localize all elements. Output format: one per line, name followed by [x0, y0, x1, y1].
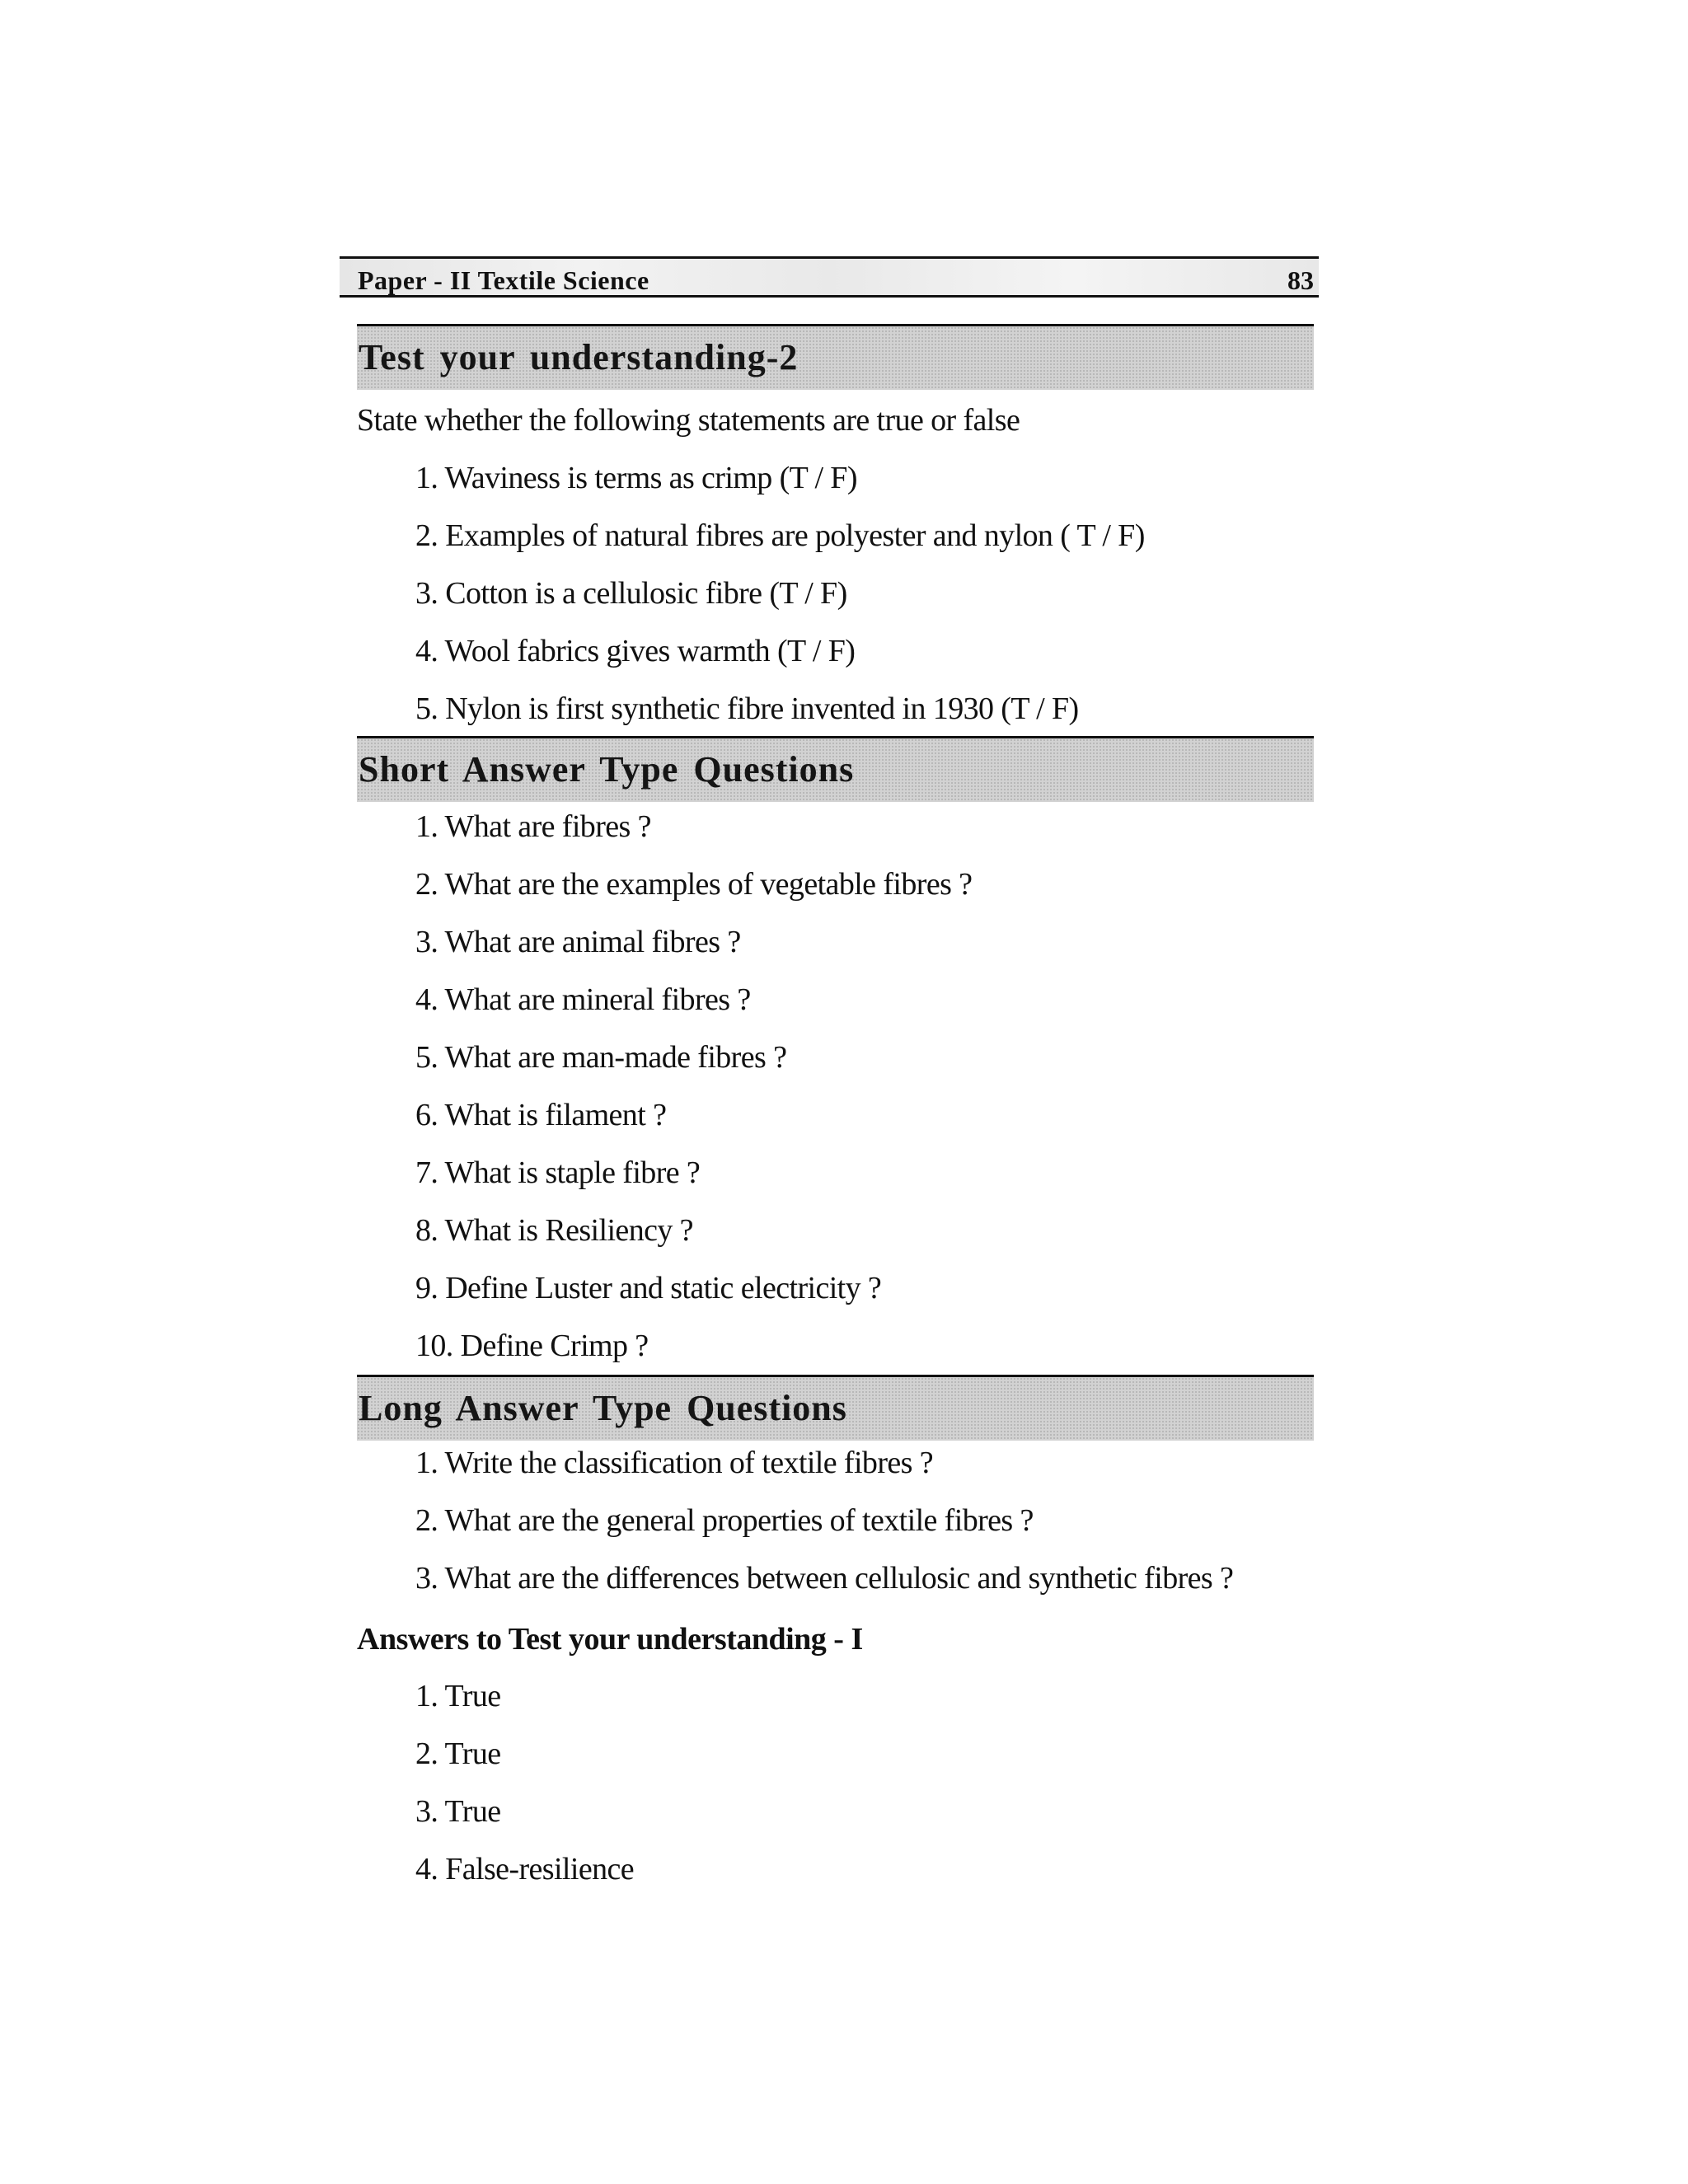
list-item: 4. What are mineral fibres ?: [415, 982, 751, 1017]
list-item: 10. Define Crimp ?: [415, 1329, 649, 1363]
section-title: Short Answer Type Questions: [359, 749, 855, 790]
list-item: 2. True: [415, 1736, 501, 1771]
list-item: 4. False-resilience: [415, 1852, 635, 1886]
header-title: Paper - II Textile Science: [358, 265, 649, 295]
list-item: 7. What is staple fibre ?: [415, 1155, 701, 1190]
list-item: 6. What is filament ?: [415, 1098, 667, 1132]
list-item: 4. Wool fabrics gives warmth (T / F): [415, 634, 856, 668]
list-item: 3. What are the differences between cellulosic and synthetic fibres ?: [415, 1561, 1234, 1596]
list-item: 2. Examples of natural fibres are polyester and nylon ( T / F): [415, 518, 1145, 553]
page-header: [340, 256, 1319, 298]
list-item: 3. Cotton is a cellulosic fibre (T / F): [415, 576, 847, 611]
list-item: 1. What are fibres ?: [415, 809, 651, 844]
list-item: 5. What are man-made fibres ?: [415, 1040, 787, 1075]
list-item: 1. True: [415, 1679, 501, 1713]
list-item: 8. What is Resiliency ?: [415, 1213, 693, 1248]
list-item: 5. Nylon is first synthetic fibre invented in 1930 (T / F): [415, 691, 1079, 726]
page-number: 83: [1287, 265, 1314, 295]
section-heading-short-answer: [357, 736, 1314, 802]
list-item: 3. True: [415, 1794, 501, 1829]
list-item: 1. Waviness is terms as crimp (T / F): [415, 461, 857, 495]
answers-heading: Answers to Test your understanding - I: [357, 1622, 863, 1657]
section-heading-long-answer: [357, 1375, 1314, 1441]
list-item: 3. What are animal fibres ?: [415, 925, 741, 959]
list-item: 2. What are the general properties of textile fibres ?: [415, 1503, 1034, 1538]
section-title: Long Answer Type Questions: [359, 1388, 847, 1428]
section-heading-test-your-understanding: [357, 324, 1314, 390]
section-intro: State whether the following statements are true or false: [357, 403, 1020, 438]
list-item: 9. Define Luster and static electricity ?: [415, 1271, 882, 1305]
list-item: 1. Write the classification of textile fibres ?: [415, 1446, 934, 1480]
section-title: Test your understanding-2: [359, 337, 799, 377]
list-item: 2. What are the examples of vegetable fibres ?: [415, 867, 973, 902]
